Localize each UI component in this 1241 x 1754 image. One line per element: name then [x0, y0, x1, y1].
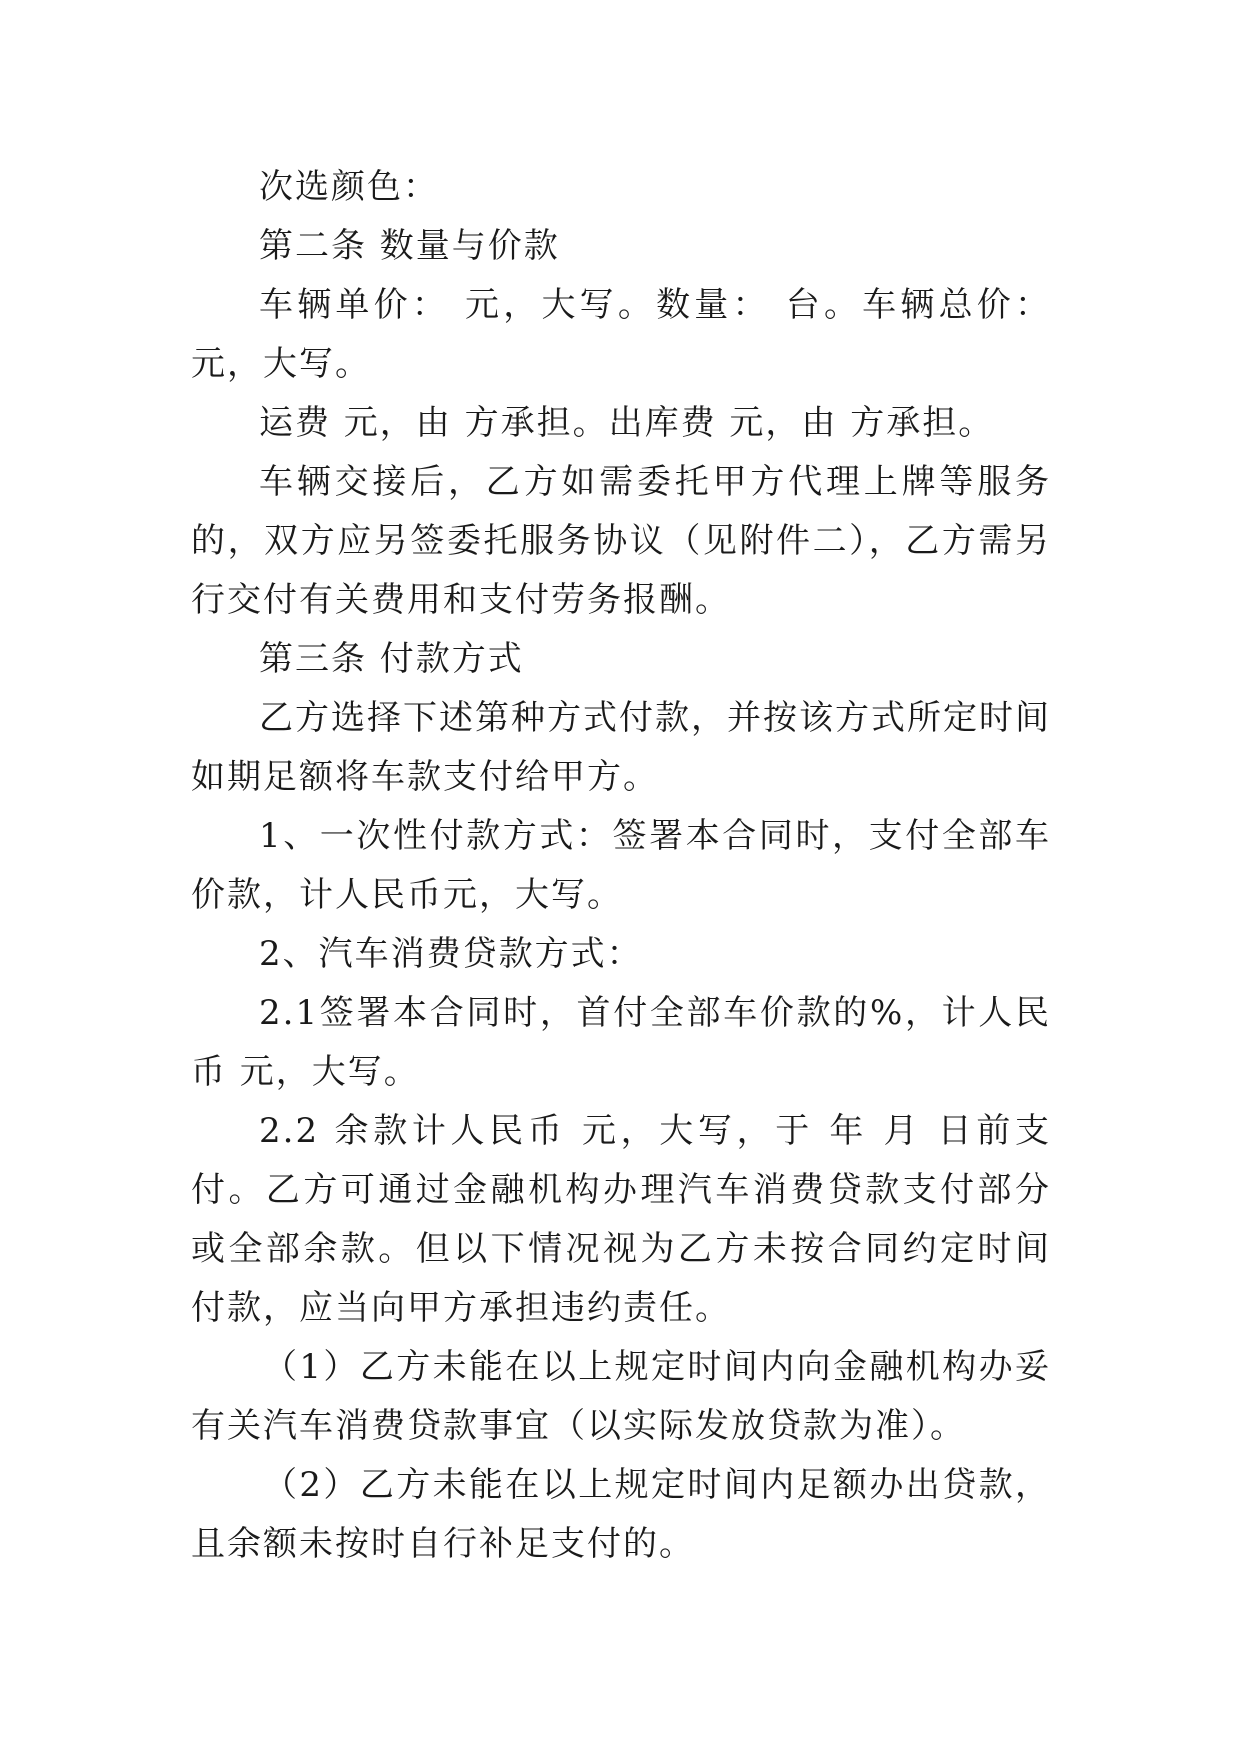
paragraph-unit-price: 车辆单价： 元，大写。数量： 台。车辆总价： 元，大写。: [191, 285, 1051, 384]
paragraph-handover: 车辆交接后，乙方如需委托甲方代理上牌等服务的，双方应另签委托服务协议（见附件二），乙方需另行交付有关费用和支付劳务报酬。: [191, 462, 1051, 620]
paragraph-balance: 2.2 余款计人民币 元，大写，于 年 月 日前支付。乙方可通过金融机构办理汽车消费贷款支付部分或全部余款。但以下情况视为乙方未按合同约定时间付款，应当向甲方承担违约责任。: [191, 1111, 1051, 1328]
paragraph-down-payment: 2.1签署本合同时，首付全部车价款的%，计人民币 元，大写。: [191, 993, 1051, 1092]
paragraph-loan-method: 2、汽车消费贷款方式：: [259, 934, 643, 974]
paragraph-condition-1: （1）乙方未能在以上规定时间内向金融机构办妥有关汽车消费贷款事宜（以实际发放贷款为准）。: [191, 1347, 1051, 1446]
paragraph-condition-2: （2）乙方未能在以上规定时间内足额办出贷款，且余额未按时自行补足支付的。: [191, 1465, 1051, 1564]
paragraph-lump-sum: 1、一次性付款方式：签署本合同时，支付全部车价款，计人民币元，大写。: [191, 816, 1051, 915]
heading-article-2: 第二条 数量与价款: [259, 226, 560, 266]
paragraph-secondary-color: 次选颜色：: [259, 167, 439, 207]
document-body: [191, 158, 1051, 1574]
paragraph-freight: 运费 元，由 方承担。出库费 元，由 方承担。: [259, 403, 995, 443]
paragraph-payment-choice: 乙方选择下述第种方式付款，并按该方式所定时间如期足额将车款支付给甲方。: [191, 698, 1051, 797]
heading-article-3: 第三条 付款方式: [259, 639, 524, 679]
